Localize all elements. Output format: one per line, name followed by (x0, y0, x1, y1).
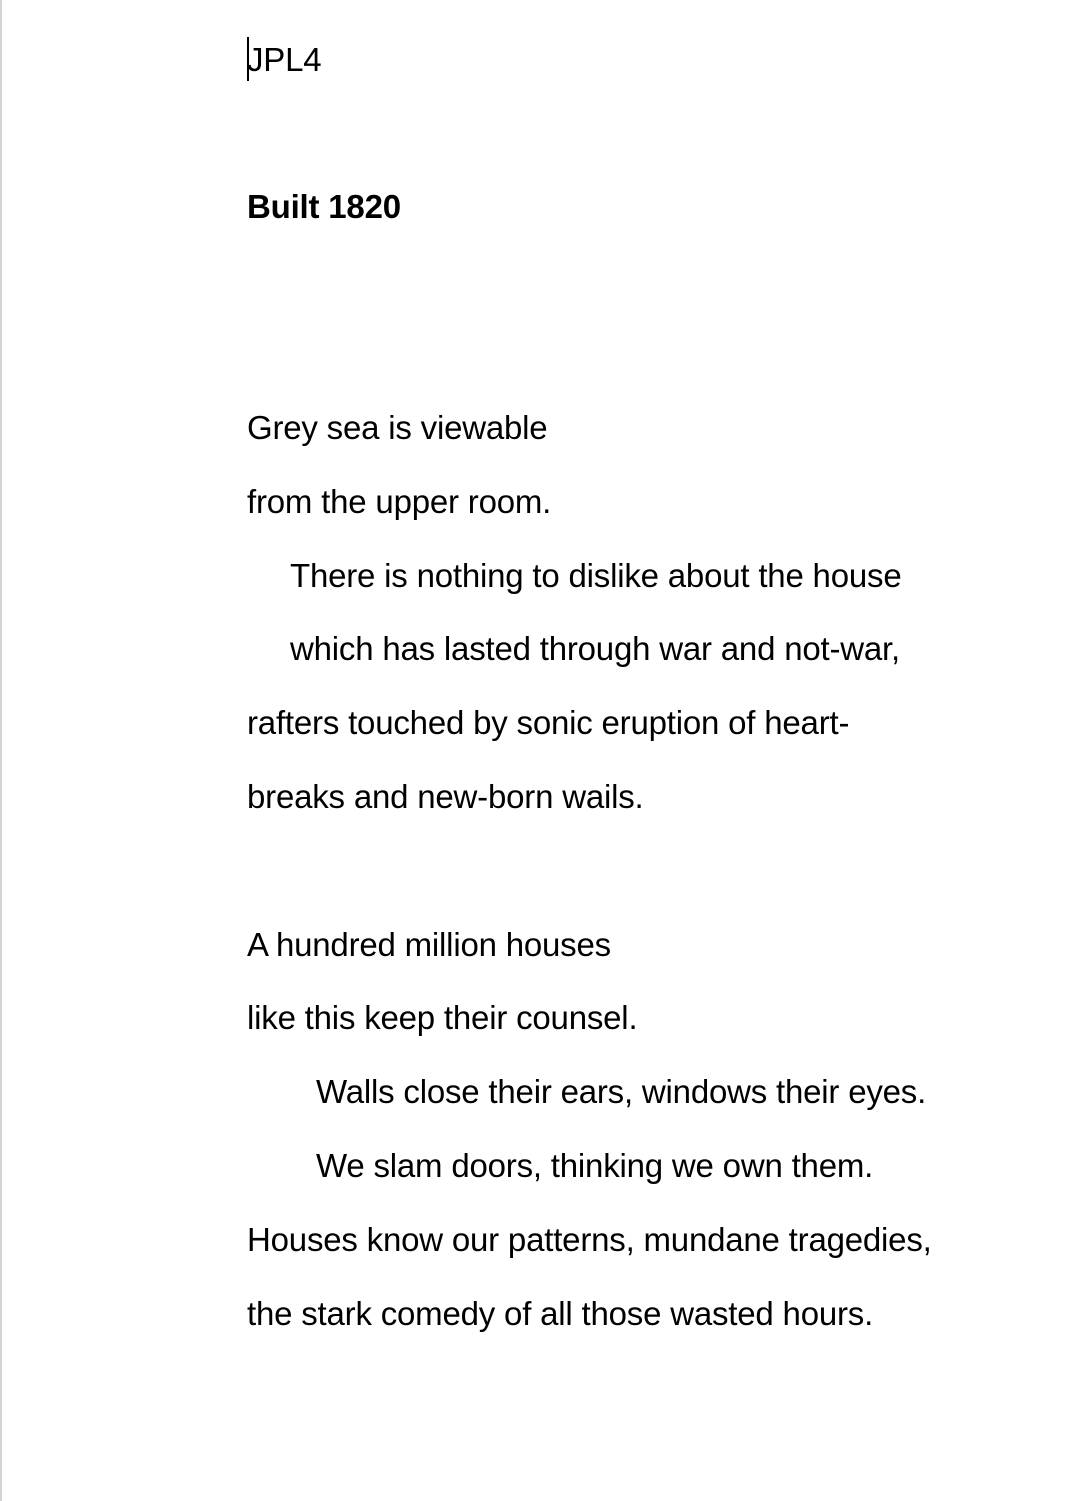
poem-line-indented: Walls close their ears, windows their eyes. (316, 1073, 927, 1110)
poem-line: rafters touched by sonic eruption of heart- (247, 704, 850, 741)
poem-line: A hundred million houses (247, 926, 611, 963)
poem-line-indented: We slam doors, thinking we own them. (316, 1147, 874, 1184)
poem-title: Built 1820 (247, 188, 401, 225)
poem-line: Grey sea is viewable (247, 409, 548, 446)
poem-line-indented: There is nothing to dislike about the house (290, 557, 902, 594)
poem-line: like this keep their counsel. (247, 999, 638, 1036)
poem-line: the stark comedy of all those wasted hours. (247, 1295, 874, 1332)
poem-line: Houses know our patterns, mundane tragedies, (247, 1221, 932, 1258)
page-left-edge (0, 0, 2, 1501)
poem-line: breaks and new-born wails. (247, 778, 644, 815)
poem-line: from the upper room. (247, 483, 552, 520)
poem-line-indented: which has lasted through war and not-war, (290, 630, 900, 667)
document-code: JPL4 (247, 41, 322, 78)
